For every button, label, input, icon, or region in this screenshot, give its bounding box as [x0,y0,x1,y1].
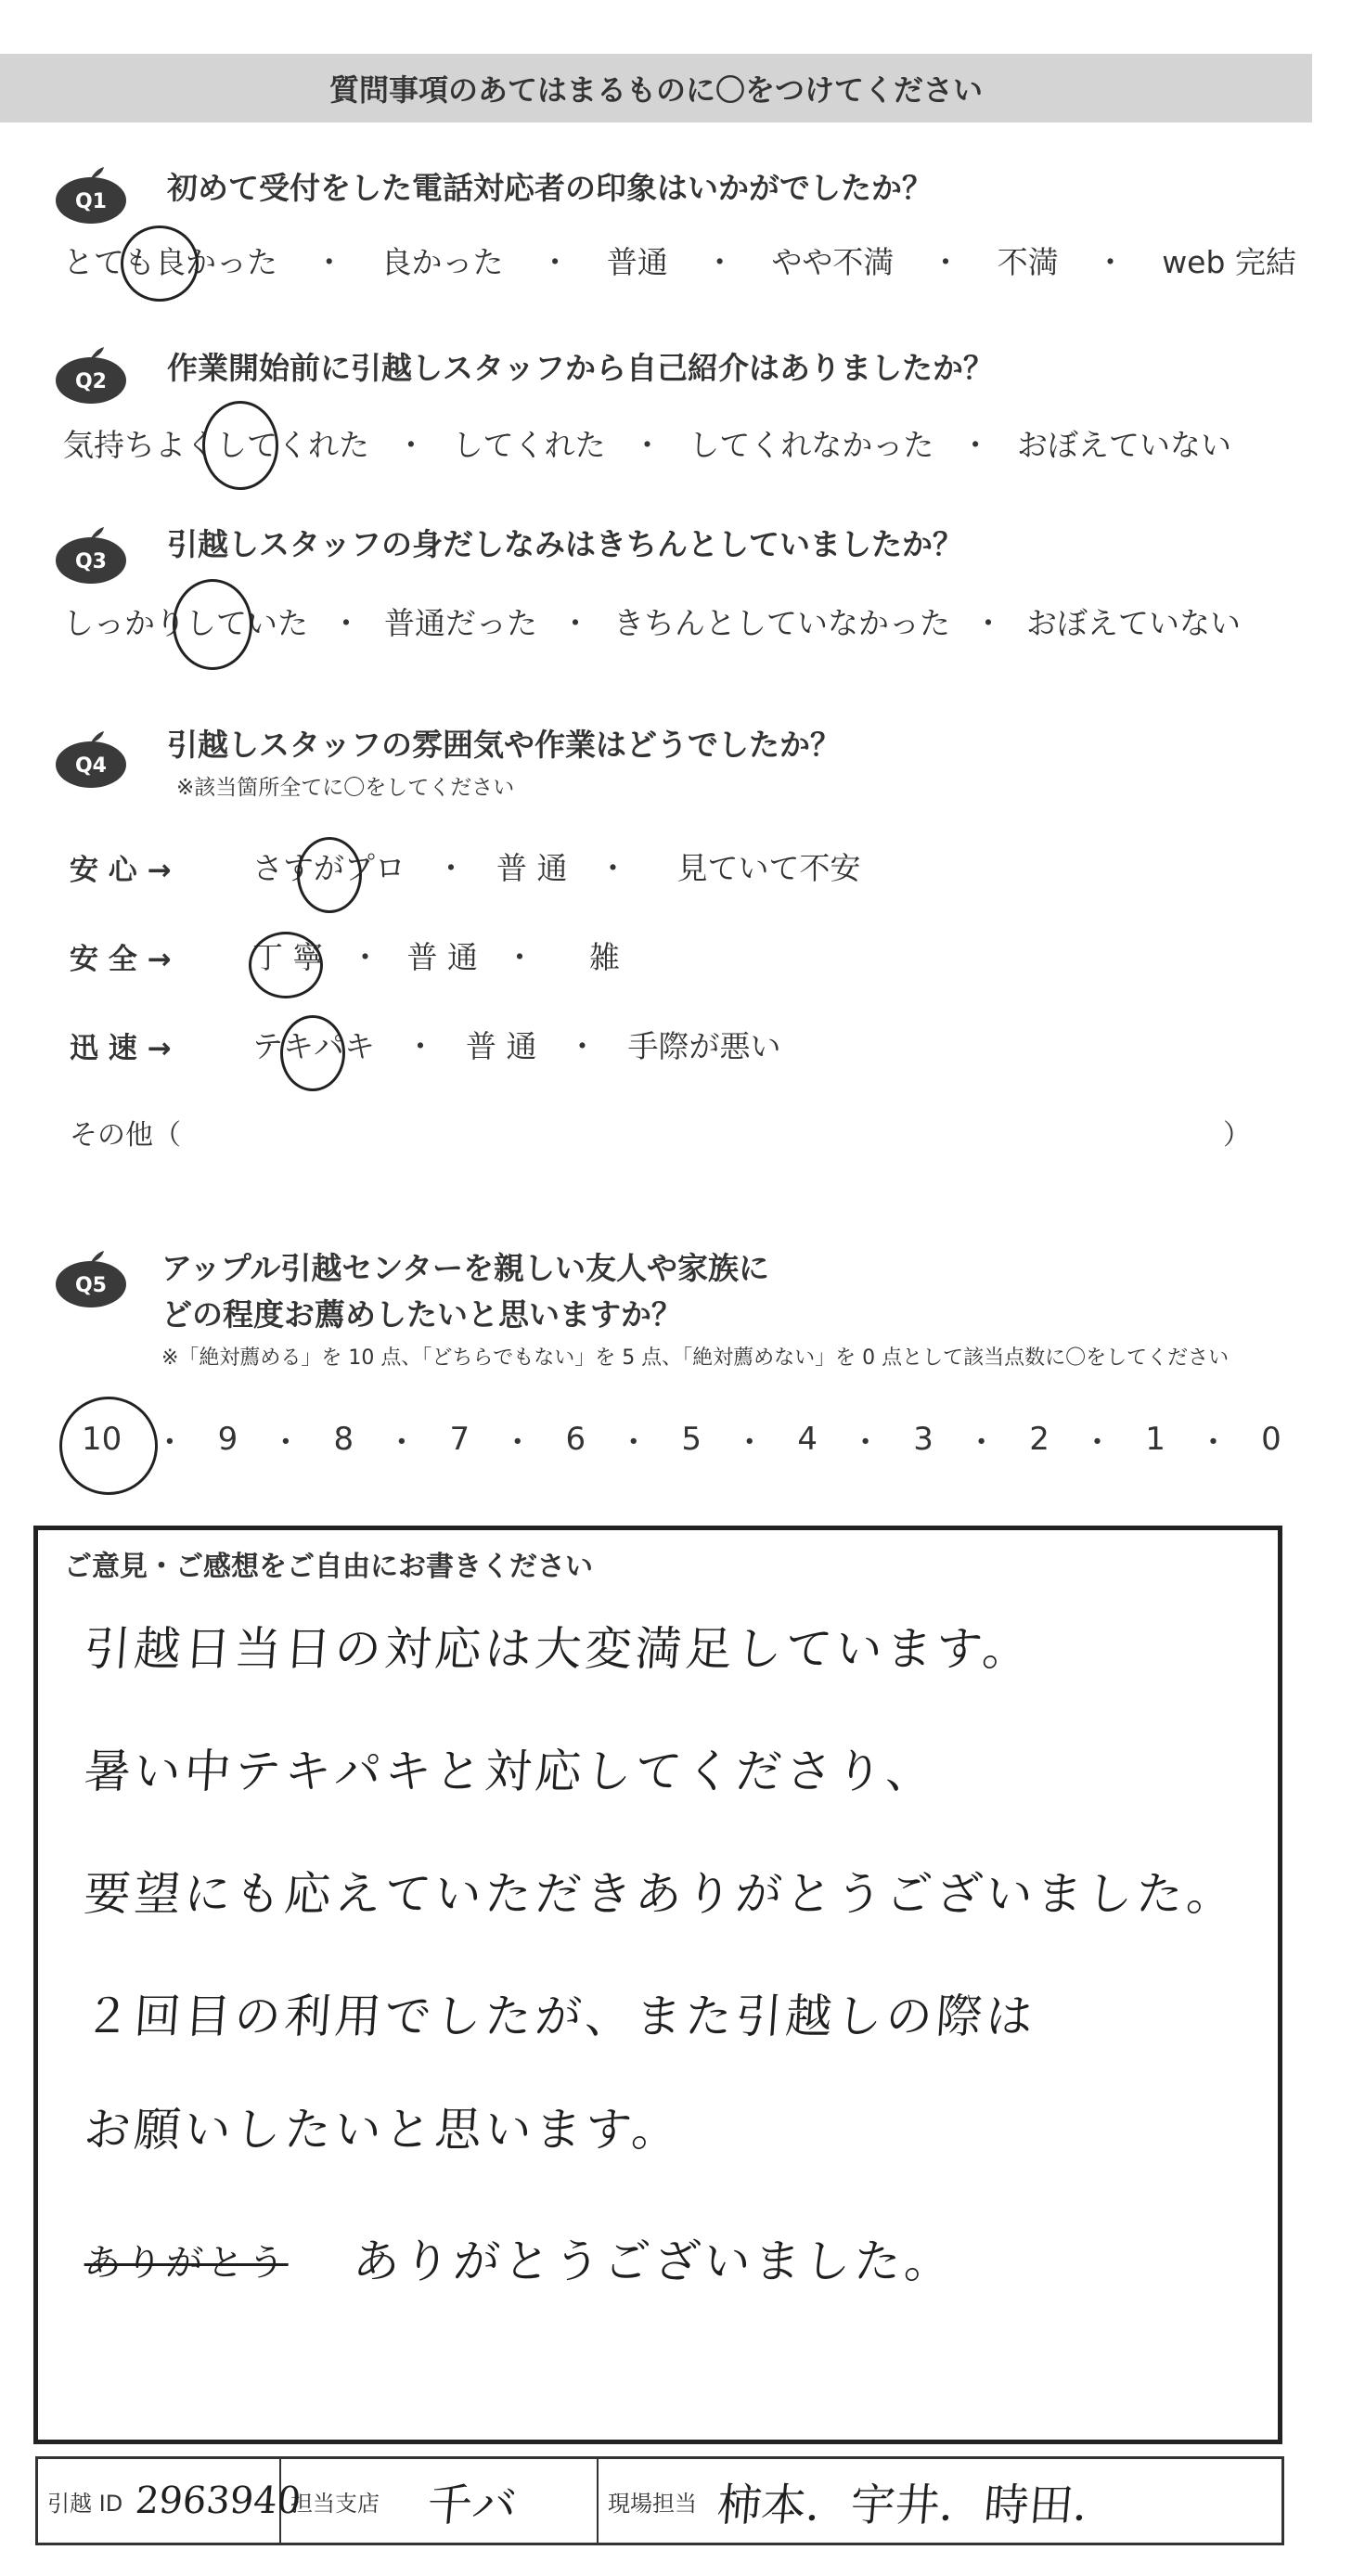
selection-circle [59,1397,158,1495]
q4-row-anzen-label: 安 全 → [70,943,172,976]
separator-dot: ・ [153,1423,186,1462]
q5-text-line2: どの程度お薦めしたいと思いますか？ [161,1296,682,1333]
apple-icon [54,1249,128,1308]
separator-dot: ・ [330,604,362,641]
q3-option-1[interactable]: しっかりしていた [63,599,308,643]
score-4[interactable]: 4 [797,1421,818,1458]
selection-circle [121,225,199,302]
q1-option-6[interactable]: web 完結 [1162,243,1296,280]
q1-option-2[interactable]: 良かった [380,243,504,280]
score-1[interactable]: 1 [1145,1421,1165,1458]
q4-badge-label: Q4 [74,754,108,778]
q2-option-3[interactable]: してくれなかった [689,426,934,463]
q2-option-2[interactable]: してくれた [452,426,606,463]
move-id-label: 引越 ID [47,2490,123,2517]
q4-jinsoku-option-2[interactable]: 普 通 [466,1028,537,1064]
q5-text-line1: アップル引越センターを親しい友人や家族に [161,1250,770,1286]
comment-struck-text: ありがとう [83,2242,290,2285]
score-7[interactable]: 7 [449,1421,470,1458]
branch-label: 担当支店 [290,2490,380,2517]
separator-dot: ・ [1094,243,1126,280]
separator-dot: ・ [435,850,467,886]
apple-icon [54,165,128,225]
separator-dot: ・ [849,1423,882,1462]
separator-dot: ・ [405,1028,436,1064]
q5-scale [82,1414,1281,1464]
score-6[interactable]: 6 [565,1421,586,1458]
q3-badge [54,525,128,585]
apple-icon [54,345,128,405]
comment-line-4: ２回目の利用でしたが、また引越しの際は [82,1990,1038,2043]
q2-option-4[interactable]: おぼえていない [1016,426,1231,463]
separator-dot: ・ [567,1028,598,1064]
q3-options [63,598,1241,644]
q1-badge [54,165,128,225]
score-9[interactable]: 9 [217,1421,238,1458]
separator-dot: ・ [560,604,591,641]
staff-cell [599,2459,1281,2543]
selection-circle [280,1015,345,1091]
staff-value: 柿本．宇井．時田． [715,2479,1121,2531]
selection-circle [297,837,362,913]
q3-option-4[interactable]: おぼえていない [1026,604,1241,641]
separator-dot: ・ [269,1423,302,1462]
footer-table [35,2456,1284,2545]
comment-title: ご意見・ご感想をご自由にお書きください [64,1551,593,1583]
selection-circle [202,401,278,490]
comment-line-1: 引越日当日の対応は大変満足しています。 [82,1622,1035,1676]
separator-dot: ・ [314,243,345,280]
comment-line-5: お願いしたいと思います。 [82,2103,684,2157]
q1-options [63,237,1296,283]
q4-jinsoku-option-3[interactable]: 手際が悪い [627,1028,781,1064]
separator-dot: ・ [930,243,961,280]
separator-dot: ・ [631,426,663,463]
separator-dot: ・ [501,1423,534,1462]
q4-row-anshin-label: 安 心 → [70,854,172,887]
separator-dot: ・ [395,426,427,463]
q2-text: 作業開始前に引越しスタッフから自己紹介はありましたか？ [167,350,994,386]
score-8[interactable]: 8 [333,1421,354,1458]
q4-row-anzen-options [252,934,620,977]
q1-option-4[interactable]: やや不満 [771,243,895,280]
q5-badge [54,1249,128,1308]
q4-anzen-option-2[interactable]: 普 通 [406,939,478,975]
score-2[interactable]: 2 [1029,1421,1049,1458]
q4-anzen-option-1[interactable]: 丁 寧 [252,939,333,975]
q4-jinsoku-option-1[interactable]: テキパキ [252,1028,385,1064]
q5-badge-label: Q5 [74,1274,108,1297]
separator-dot: ・ [350,939,380,975]
selection-circle [249,932,323,998]
separator-dot: ・ [959,426,991,463]
move-id-cell [38,2459,303,2543]
separator-dot: ・ [598,850,628,886]
score-5[interactable]: 5 [681,1421,702,1458]
q4-note: ※該当箇所全てに〇をしてください [176,776,515,800]
separator-dot: ・ [1197,1423,1230,1462]
q3-option-2[interactable]: 普通だった [384,604,537,641]
comment-line-2: 暑い中テキパキと対応してくださり、 [82,1745,938,1798]
q1-option-5[interactable]: 不満 [997,243,1059,280]
separator-dot: ・ [704,243,736,280]
q4-row-anshin-options [252,844,861,888]
q1-option-1[interactable]: とても良かった [63,238,277,282]
q2-badge [54,345,128,405]
comment-line-6: ありがとうございました。 [351,2235,957,2288]
q4-other-close: ） [1223,1119,1251,1152]
q4-text: 引越しスタッフの雰囲気や作業はどうでしたか？ [167,727,841,763]
q2-badge-label: Q2 [74,370,108,393]
separator-dot: ・ [1081,1423,1114,1462]
score-0[interactable]: 0 [1261,1421,1281,1458]
separator-dot: ・ [385,1423,418,1462]
score-3[interactable]: 3 [913,1421,934,1458]
q1-badge-label: Q1 [74,190,108,213]
q3-option-3[interactable]: きちんとしていなかった [613,604,950,641]
separator-dot: ・ [539,243,571,280]
q3-badge-label: Q3 [74,550,108,573]
q1-text: 初めて受付をした電話対応者の印象はいかがでしたか？ [167,170,933,206]
q2-options [63,419,1231,466]
move-id-value: 2963940 [134,2479,303,2522]
q2-option-1[interactable]: 気持ちよくしてくれた [63,421,369,465]
comment-line-3: 要望にも応えていただきありがとうございました。 [82,1867,1239,1921]
separator-dot: ・ [733,1423,766,1462]
q3-text: 引越しスタッフの身だしなみはきちんとしていましたか？ [167,526,963,562]
apple-icon [54,525,128,585]
q4-anzen-option-3[interactable]: 雑 [589,939,620,975]
q4-row-jinsoku-label: 迅 速 → [70,1032,172,1065]
comment-box[interactable] [33,1526,1282,2444]
q4-anshin-option-3[interactable]: 見ていて不安 [676,850,861,886]
branch-value: 千バ [425,2479,520,2531]
q5-note: ※「絶対薦める」を 10 点、「どちらでもない」を 5 点、「絶対薦めない」を 0 点として該当点数に〇をしてください [161,1346,1230,1370]
q4-row-jinsoku-options [252,1023,781,1066]
branch-cell [281,2459,599,2543]
separator-dot: ・ [617,1423,650,1462]
page-header: 質問事項のあてはまるものに〇をつけてください [0,54,1312,122]
q4-anshin-option-1[interactable]: さすがプロ [252,850,416,886]
selection-circle [173,579,252,670]
separator-dot: ・ [965,1423,998,1462]
q4-badge [54,729,128,789]
separator-dot: ・ [972,604,1004,641]
score-10[interactable]: 10 [82,1421,122,1458]
q1-option-3[interactable]: 普通 [606,243,668,280]
q4-other-label: その他（ [70,1119,181,1152]
q4-anshin-option-2[interactable]: 普 通 [496,850,568,886]
separator-dot: ・ [504,939,535,975]
apple-icon [54,729,128,789]
staff-label: 現場担当 [608,2490,697,2517]
